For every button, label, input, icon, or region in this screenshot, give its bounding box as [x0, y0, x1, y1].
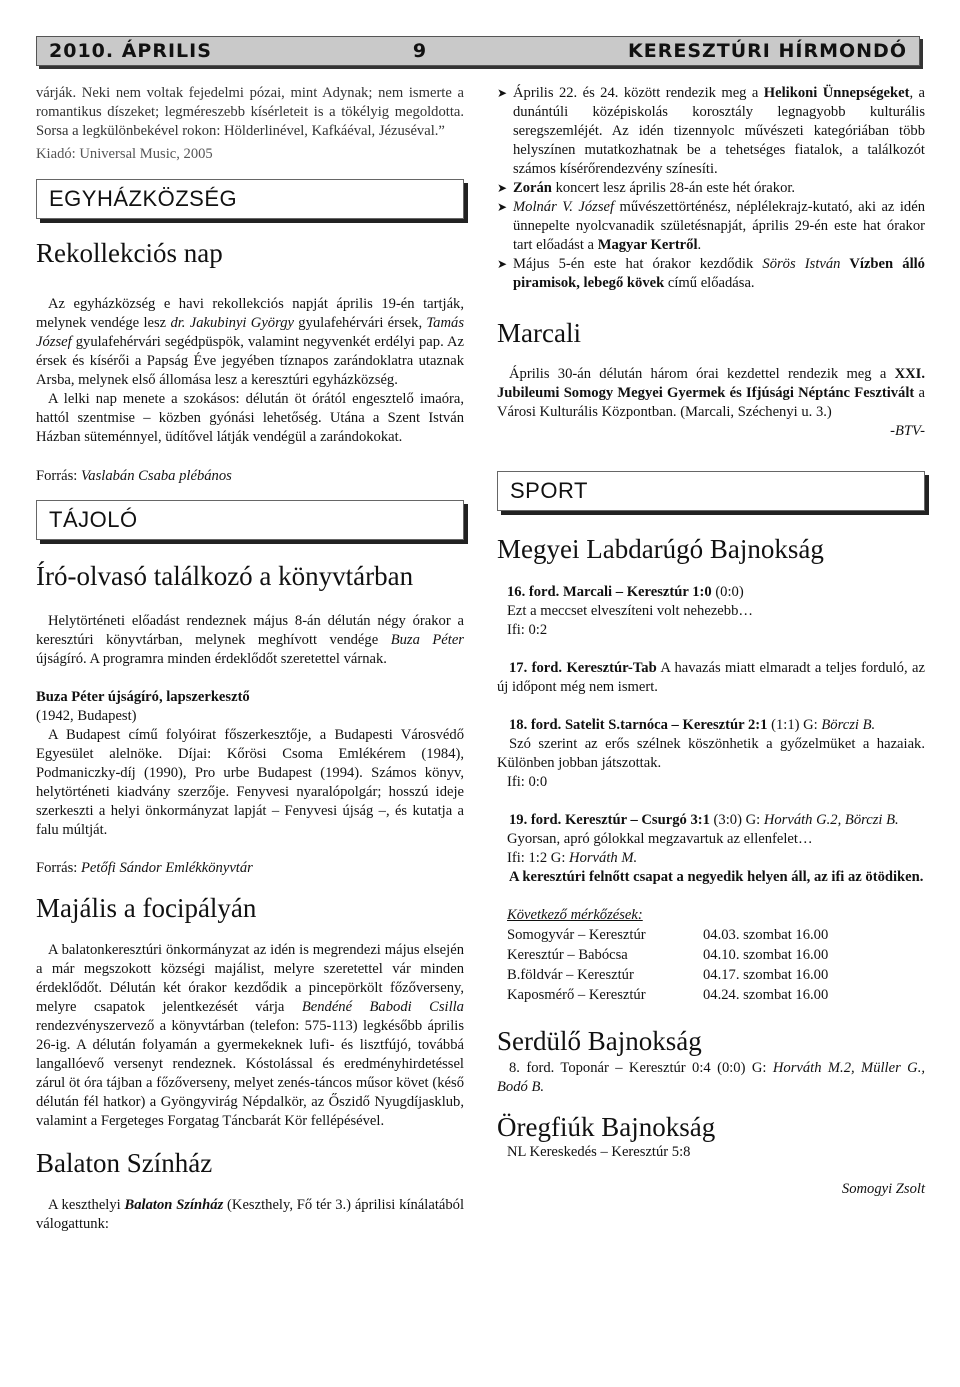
next-matches-list [497, 925, 925, 1005]
article-title-majalis: Majális a focipályán [36, 893, 257, 923]
balaton-paragraph: A keszthelyi Balaton Színház (Keszthely, Fő tér 3.) áprilisi kínálatából válogattunk: [36, 1197, 464, 1232]
article-title-rekollekcios: Rekollekciós nap [36, 238, 223, 268]
arrow-bullet-icon: ➤ [497, 181, 508, 195]
section-header-sport: SPORT [497, 471, 925, 511]
intro-paragraph: várják. Neki nem voltak fejedelmi pózai, mint Adynak; nem ismerte a romantikus díszeket; legméreszebb kísérleteit is a tökélyig megoldotta. Sorsa a legkülönbekével rokon: Hölderlinével, Kafkáéval, Jézuséval.” [36, 85, 464, 139]
iro-olvaso-paragraph: Helytörténeti előadást rendeznek május 8-án délután négy órakor a keresztúri könyvtárban, melynek meghívott vendége Buza Péter újságíró. A programra minden érdeklődőt szeretettel várnak. [36, 613, 464, 667]
bio-paragraph: A Budapest című folyóirat főszerkesztője, a Budapesti Városvédő Egyesület alelnöke. Díjai: Kőrösi Csoma Emlékérem (1984), Podmaniczky-díj (1990), Pro urbe Budapest (1994). Számos könyv, helytörténeti kiadvány szerzője. Fenyvesi nyaralópolgár; hosszú ideje szerkeszti a helyi önkormányzat lapját – Fenyvesi újság –, és kutatja a falu múltját. [36, 727, 464, 838]
marcali-paragraph: Április 30-án délután három órai kezdettel rendezik meg a XXI. Jubileumi Somogy Megyei Gyermek és Ifjúsági Néptánc Fesztivált a Városi Kulturális Központban. (Marcali, Széchenyi u. 3.) [497, 366, 925, 420]
bullet-item-helikoni: ➤ Április 22. és 24. között rendezik meg a Helikoni Ünnepségeket, a dunántúli középiskolás korosztály legnagyobb kulturális seregszemléjét. Az idén tizennyolc művészeti kategóriában több helyszínen mutatkozhatnak be a tehetséges fiatalok, a találkozót számos kísérőrendezvény színesíti. [497, 85, 926, 177]
next-match-row: Somogyvár – Keresztúr 04.03. szombat 16.00 [507, 927, 829, 943]
article-title-iro-olvaso: Író-olvasó találkozó a könyvtárban [36, 561, 414, 591]
article-title-oregfiuk: Öregfiúk Bajnokság [497, 1112, 716, 1142]
header-page-number: 9 [412, 40, 428, 62]
next-match-row: Kaposmérő – Keresztúr 04.24. szombat 16.00 [507, 987, 829, 1003]
match-18-comment: Szó szerint az erős szélnek köszönhetik a győzelmüket a hazaiak. Különben jobban játszottak. [497, 736, 925, 771]
source-line-2: Forrás: Petőfi Sándor Emlékkönyvtár [36, 860, 253, 876]
match-19-youth: Ifi: 1:2 G: Horváth M. [507, 850, 638, 866]
venue-name: Balaton Színház [124, 1197, 224, 1213]
author-signoff: Somogyi Zsolt [841, 1181, 925, 1197]
header-publication: KERESZTÚRI HÍRMONDÓ [628, 40, 907, 62]
majalis-paragraph: A balatonkeresztúri önkormányzat az idén is megrendezi május elsején a már megszokott községi majálist, melyre szeretettel vár minden érdeklődőt. Délután két órakor kezdődik a pincepörkölt főzőverseny, melyre csapatok jelentkezését várja Bendéné Babodi Csilla rendezvényszervező a könyvtárban (telefon: 575-113) legkésőbb április 26-ig. A délután folyamán a gyermekeknek lufi- és lisztfújó, továbbá langallóevő versenyt rendeznek. Kóstolással és eredményhirdetéssel zárul öt óra tájban a főzőverseny, melyet zenés-táncos műsor követ (késő délután fél hatkor) a Gyöngyvirág Népdalkör, az Őszidő Nyugdíjasklub, valamint a Fergeteges Forgatag Táncbarát Kör fellépésével. [36, 942, 464, 1129]
standings-note: A keresztúri felnőtt csapat a negyedik helyen áll, az ifi az ötödiken. [509, 869, 924, 885]
bullet-item-soros: ➤ Május 5-én este hat órakor kezdődik Sörös István Vízben álló piramisok, lebegő kövek című előadása. [497, 256, 925, 291]
right-column [497, 84, 925, 1199]
serdulo-result: 8. ford. Toponár – Keresztúr 0:4 (0:0) G: Horváth M.2, Müller G., Bodó B. [497, 1060, 925, 1095]
bullet-item-molnar: ➤ Molnár V. József művészettörténész, néplélekrajz-kutató, aki az idén ünnepelte nyolcvanadik születésnapját, április 29-én este hat órakor tart előadást a Magyar Kertről. [497, 199, 925, 253]
match-16-youth: Ifi: 0:2 [507, 622, 548, 638]
person-name: Buza Péter [390, 632, 464, 648]
rekollekcios-paragraph-1: Az egyházközség e havi rekollekciós napját április 19-én tartják, melynek vendége lesz dr. Jakubinyi György gyulafehérvári érsek, Tamás József gyulafehérvári segédpüspök, valamint negyvenkét erdélyi pap. Az érsek és kísérői a Papság Éve jegyében tíznapos zarándoklatra utaznak Arsba, melynek első állomása lesz a keresztúri egyházközség. [36, 296, 464, 388]
source-line-1: Forrás: Vaslabán Csaba plébános [36, 468, 232, 484]
next-match-row: Keresztúr – Babócsa 04.10. szombat 16.00 [507, 947, 829, 963]
match-16-comment: Ezt a meccset elveszíteni volt nehezebb… [507, 603, 753, 619]
arrow-bullet-icon: ➤ [497, 257, 508, 271]
match-19-comment: Gyorsan, apró gólokkal megzavartuk az ellenfelet… [507, 831, 813, 847]
bio-years: (1942, Budapest) [36, 708, 137, 724]
person-name: Tamás József [36, 315, 464, 350]
next-matches-title: Következő mérkőzések: [507, 907, 643, 923]
person-name: dr. Jakubinyi György [170, 315, 294, 331]
article-title-serdulo: Serdülő Bajnokság [497, 1026, 702, 1056]
bio-heading: Buza Péter újságíró, lapszerkesztő [36, 689, 250, 705]
section-header-egyhazkozseg: EGYHÁZKÖZSÉG [36, 179, 464, 219]
rekollekcios-paragraph-2: A lelki nap menete a szokásos: délután öt órától engesztelő imaóra, hattól szentmise – közben gyónási lehetőség. Utána a Szent István Házban süteménnyel, üdítővel látják vendégül a zarándokokat. [36, 391, 464, 445]
article-title-megyei: Megyei Labdarúgó Bajnokság [497, 534, 824, 564]
bullet-item-zoran: ➤ Zorán koncert lesz április 28-án este hét órakor. [497, 180, 796, 196]
left-column [36, 84, 464, 1234]
arrow-bullet-icon: ➤ [497, 86, 508, 100]
match-18: 18. ford. Satelit S.tarnóca – Keresztúr 2:1 (1:1) G: Börczi B. [509, 717, 876, 733]
next-match-row: B.földvár – Keresztúr 04.17. szombat 16.00 [507, 967, 829, 983]
article-title-balaton-szinhaz: Balaton Színház [36, 1148, 213, 1178]
match-19: 19. ford. Keresztúr – Csurgó 3:1 (3:0) G: Horváth G.2, Börczi B. [509, 812, 899, 828]
publisher-note: Kiadó: Universal Music, 2005 [36, 146, 213, 162]
oregfiuk-result: NL Kereskedés – Keresztúr 5:8 [507, 1144, 691, 1160]
arrow-bullet-icon: ➤ [497, 200, 508, 214]
author-signoff-btv: -BTV- [890, 423, 925, 439]
section-header-tajolo: TÁJOLÓ [36, 500, 464, 540]
match-16: 16. ford. Marcali – Keresztúr 1:0 (0:0) [507, 584, 744, 600]
page-header [36, 36, 920, 66]
header-date: 2010. ÁPRILIS [49, 40, 212, 62]
match-18-youth: Ifi: 0:0 [507, 774, 548, 790]
person-name: Bendéné Babodi Csilla [301, 999, 464, 1015]
match-17: 17. ford. Keresztúr-Tab A havazás miatt elmaradt a teljes forduló, az új időpont még nem ismert. [497, 660, 925, 695]
article-title-marcali: Marcali [497, 318, 581, 348]
